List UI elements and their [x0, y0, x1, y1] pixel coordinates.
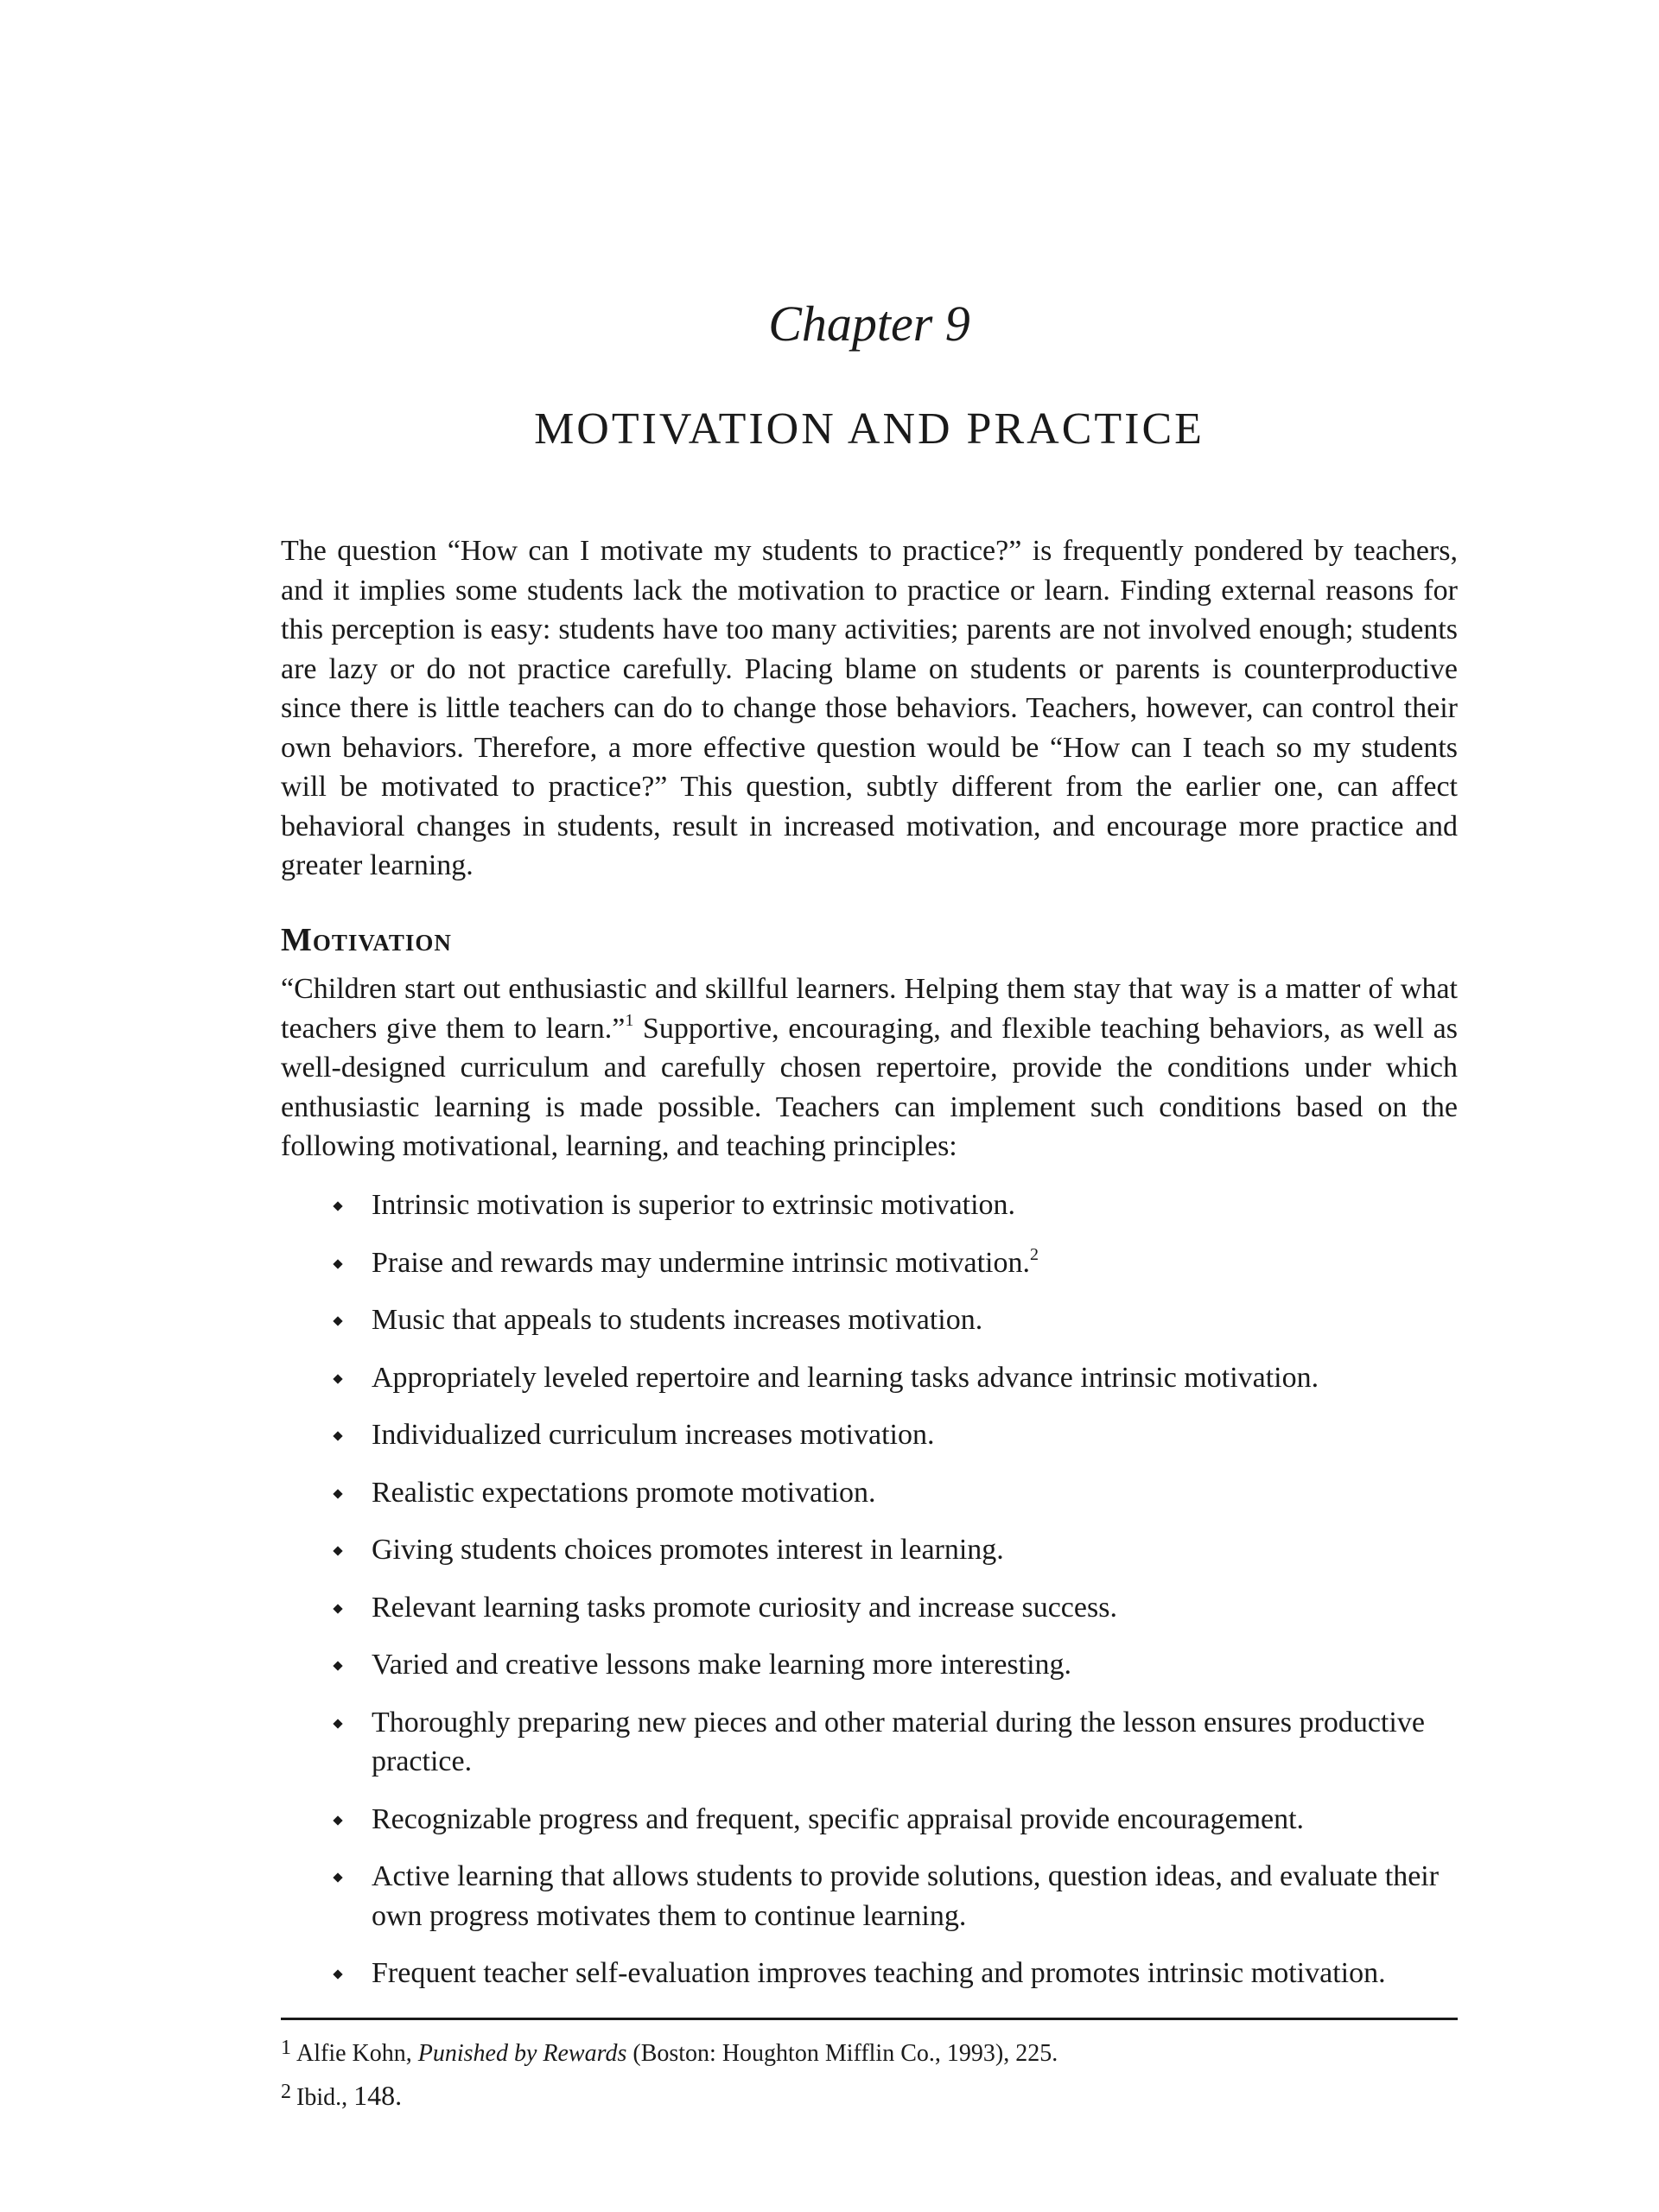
list-item [281, 1800, 1458, 1840]
diamond-bullet-icon [333, 1431, 342, 1440]
footnote-2 [281, 2073, 1458, 2117]
list-item [281, 1300, 1458, 1340]
list-item [281, 1473, 1458, 1513]
list-item [281, 1358, 1458, 1398]
diamond-bullet-icon [333, 1316, 342, 1325]
list-item-text: Realistic expectations promote motivation. [372, 1476, 876, 1509]
diamond-bullet-icon [333, 1546, 342, 1555]
diamond-bullet-icon [333, 1969, 342, 1979]
list-item-text: Relevant learning tasks promote curiosity and increase success. [372, 1591, 1117, 1624]
footnote-divider [281, 2018, 1458, 2020]
section-heading: Motivation [281, 922, 452, 958]
list-item [281, 1588, 1458, 1628]
list-item [281, 1530, 1458, 1570]
principles-list [281, 1185, 1458, 2012]
diamond-bullet-icon [333, 1489, 342, 1498]
list-item [281, 1243, 1458, 1283]
list-item [281, 1185, 1458, 1225]
chapter-title: MOTIVATION AND PRACTICE [534, 404, 1205, 454]
section-paragraph-text: Supportive, encouraging, and flexible teaching behaviors, as well as well-designed curriculum and carefully chosen repertoire, provide the conditions under which enthusiastic learning is made possible. Teachers can implement such conditions based on the following motivational, learning, and teaching principles: [281, 1012, 1459, 1162]
list-item-text: Frequent teacher self-evaluation improves teaching and promotes intrinsic motivation. [372, 1957, 1386, 1989]
diamond-bullet-icon [333, 1374, 342, 1383]
diamond-bullet-icon [333, 1201, 342, 1211]
diamond-bullet-icon [333, 1604, 342, 1613]
list-item-text: Thoroughly preparing new pieces and other material during the lesson ensures productive practice. [372, 1706, 1425, 1777]
intro-paragraph: The question “How can I motivate my students to practice?” is frequently pondered by teachers, and it implies some students lack the motivation to practice or learn. Finding external reasons for this perception is easy: students have too many activities; parents are not involved enough; students are lazy or do not practice carefully. Placing blame on students or parents is counterproductive since there is little teachers can do to change those behaviors. Teachers, however, can control their own behaviors. Therefore, a more effective question would be “How can I teach so my students will be motivated to practice?” This question, subtly different from the earlier one, can affect behavioral changes in students, result in increased motivation, and encourage more practice and greater learning. [281, 535, 1458, 881]
chapter-number: Chapter 9 [768, 296, 970, 352]
list-item-text: Recognizable progress and frequent, specific appraisal provide encouragement. [372, 1802, 1305, 1835]
book-page [281, 0, 1458, 2212]
footnotes [281, 2029, 1458, 2117]
diamond-bullet-icon [333, 1719, 342, 1728]
section-paragraph [281, 969, 1458, 1166]
list-item [281, 1645, 1458, 1685]
diamond-bullet-icon [333, 1872, 342, 1882]
footnote-ref-2: 2 [1029, 1244, 1039, 1264]
list-item-text: Individualized curriculum increases motivation. [372, 1419, 935, 1451]
footnote-page: 148. [353, 2080, 403, 2111]
list-item-text: Active learning that allows students to provide solutions, question ideas, and evaluate their own progress motivates them to continue learning. [372, 1860, 1440, 1932]
list-item [281, 1415, 1458, 1455]
list-item-text: Varied and creative lessons make learning more interesting. [372, 1649, 1072, 1681]
footnote-citation: (Boston: Houghton Mifflin Co., 1993), 225. [626, 2040, 1058, 2067]
diamond-bullet-icon [333, 1661, 342, 1670]
section-quote-text: “Children start out enthusiastic and skillful learners. Helping them stay that way is a matter of what teachers give them to learn.” [281, 973, 1458, 1045]
footnote-mark: 2 [281, 2081, 291, 2103]
list-item [281, 1857, 1458, 1936]
list-item-text: Music that appeals to students increases motivation. [372, 1304, 983, 1336]
footnote-mark: 1 [281, 2037, 291, 2059]
diamond-bullet-icon [333, 1259, 342, 1268]
footnote-1 [281, 2029, 1458, 2073]
list-item-text: Praise and rewards may undermine intrinsic motivation. [372, 1246, 1030, 1279]
footnote-ref-1: 1 [625, 1010, 634, 1030]
list-item-text: Giving students choices promotes interest in learning. [372, 1534, 1004, 1566]
list-item [281, 1703, 1458, 1782]
list-item [281, 1954, 1458, 1993]
footnote-author: Alfie Kohn, [296, 2040, 418, 2067]
footnote-book-title: Punished by Rewards [417, 2040, 627, 2067]
list-item-text: Appropriately leveled repertoire and learning tasks advance intrinsic motivation. [372, 1361, 1319, 1394]
list-item-text: Intrinsic motivation is superior to extrinsic motivation. [372, 1189, 1016, 1221]
diamond-bullet-icon [333, 1815, 342, 1825]
footnote-ibid: Ibid., [296, 2084, 354, 2111]
